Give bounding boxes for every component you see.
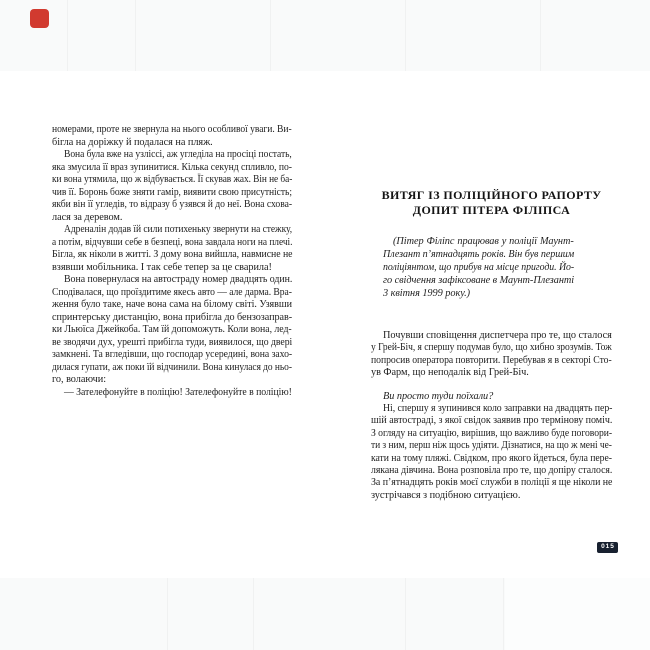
text-line: зустрічався з подібною ситуацією. [371, 489, 521, 501]
text-line: ве зводячи дух, урешті прибігла туди, виявилося, що двері [52, 336, 293, 348]
text-line: ки вона утямила, що ж відбувається. Її скував жах. Він не ба- [52, 174, 293, 185]
text-line: З огляду на ситуацію, вирішив, що важливо буде поговори- [371, 427, 613, 439]
page-number-badge: 015 [597, 542, 618, 553]
text-line: Плезант п’ятнадцять років. Він був першим [383, 249, 575, 260]
heading-line: ВИТЯГ ІЗ ПОЛІЦІЙНОГО РАПОРТУ [381, 188, 602, 202]
text-line: шій автостраді, з якої свідок заявив про термінову поміч. [371, 415, 613, 427]
text-line: замкнені. Та вгледівши, що господар усередині, вона захо- [52, 349, 293, 360]
text-line: Бігла, як ніколи в житті. З дому вона вийшла, навмисне не [52, 249, 293, 260]
text-line: Почувши сповіщення диспетчера про те, що сталося [383, 330, 612, 341]
page-edge-seam [540, 0, 541, 71]
text-line: лася за деревом. [52, 211, 123, 223]
band-light-panel [505, 578, 650, 650]
text-line: у Грей-Біч, я спершу подумав було, що хибно зрозумів. Тож [371, 342, 612, 354]
section-heading [371, 188, 612, 218]
text-line: взявши мобільника. І так себе тепер за це сварила! [52, 261, 272, 273]
text-line: лякана дівчина. Вона розповіла про те, що допіру сталося. [371, 465, 613, 477]
page-edge-seam [253, 578, 254, 650]
text-line: Вона повернулася на автостраду номер двадцять один. [64, 274, 293, 285]
red-square-marker[interactable] [30, 9, 49, 28]
page-edge-seam [167, 578, 168, 650]
text-line: (Пітер Філіпс працював у поліції Маунт- [393, 236, 574, 247]
text-line: Ви просто туди поїхали? [383, 390, 494, 402]
bottom-band [0, 578, 650, 650]
text-line: дилася гупати, аж поки їй відчинили. Вона кинулася до ньо- [52, 361, 292, 373]
text-line: бігла на доріжку й подалася на пляж. [52, 136, 213, 148]
text-line: кати на тому пляжі. Свідком, про якого йдеться, була пере- [371, 452, 612, 464]
heading-line: ДОПИТ ПІТЕРА ФІЛІПСА [412, 203, 571, 217]
text-line: а потім, відчувши себе в безпеці, вона завдала ноги на плечі. [52, 236, 293, 248]
text-line: Адреналін додав їй сили потихеньку звернути на стежку, [64, 224, 293, 235]
text-line: чив її. Боронь боже зняти гамір, виявити свою присутність; [52, 186, 292, 198]
left-page-text [52, 124, 292, 399]
text-line: ки Льюїса Джейкоба. Там їй допоможуть. Коли вона, лед- [52, 324, 292, 335]
page-edge-seam [405, 0, 406, 71]
text-line: ти з ним, перш ніж щось удіяти. Дізнатися, на що ж мені че- [371, 440, 612, 452]
page-edge-seam [135, 0, 136, 71]
testimony-intro [383, 235, 574, 300]
text-line: го, волаючи: [52, 374, 107, 385]
text-line: ув Фарм, що неподалік від Грей-Біч. [371, 367, 529, 379]
page-edge-seam [405, 578, 406, 650]
text-line: го свідчення зафіксоване в Маунт-Плезанті [383, 275, 575, 286]
top-band [0, 0, 650, 71]
page-edge-seam [503, 578, 504, 650]
text-line: ження було таке, наче вона сама на білому світі. Узявши [52, 299, 293, 310]
text-line: — Зателефонуйте в поліцію! Зателефонуйте в поліцію! [64, 386, 292, 398]
text-line: поліціянтом, що прибув на місце пригоди. Йо- [383, 262, 575, 273]
page-edge-seam [270, 0, 271, 71]
text-line: якби він її угледів, то відразу б узявся й до неї. Вона схова- [52, 199, 293, 210]
text-line: яка змусила її враз зупинитися. Кілька секунд спливло, по- [52, 161, 292, 173]
text-line: попросив оператора повторити. Перебував я в секторі Сто- [371, 354, 612, 366]
page-edge-seam [67, 0, 68, 71]
text-line: Вона була вже на узліссі, аж угледіла на просіці постать, [64, 149, 292, 160]
text-line: Сподівалася, що проїздитиме якесь авто — але дарма. Вра- [52, 286, 292, 298]
text-line: номерами, проте не звернула на нього особливої уваги. Ви- [52, 124, 292, 135]
text-line: Ні, спершу я зупинився коло заправки на двадцять пер- [383, 403, 613, 415]
text-line: 3 квітня 1999 року.) [383, 288, 470, 299]
text-line: спринтерську дистанцію, вона прибігла до бензозаправ- [52, 311, 293, 323]
text-line: За п’ятнадцять років моєї служби в поліції я ще ніколи не [371, 477, 613, 489]
right-page-text [371, 330, 612, 502]
